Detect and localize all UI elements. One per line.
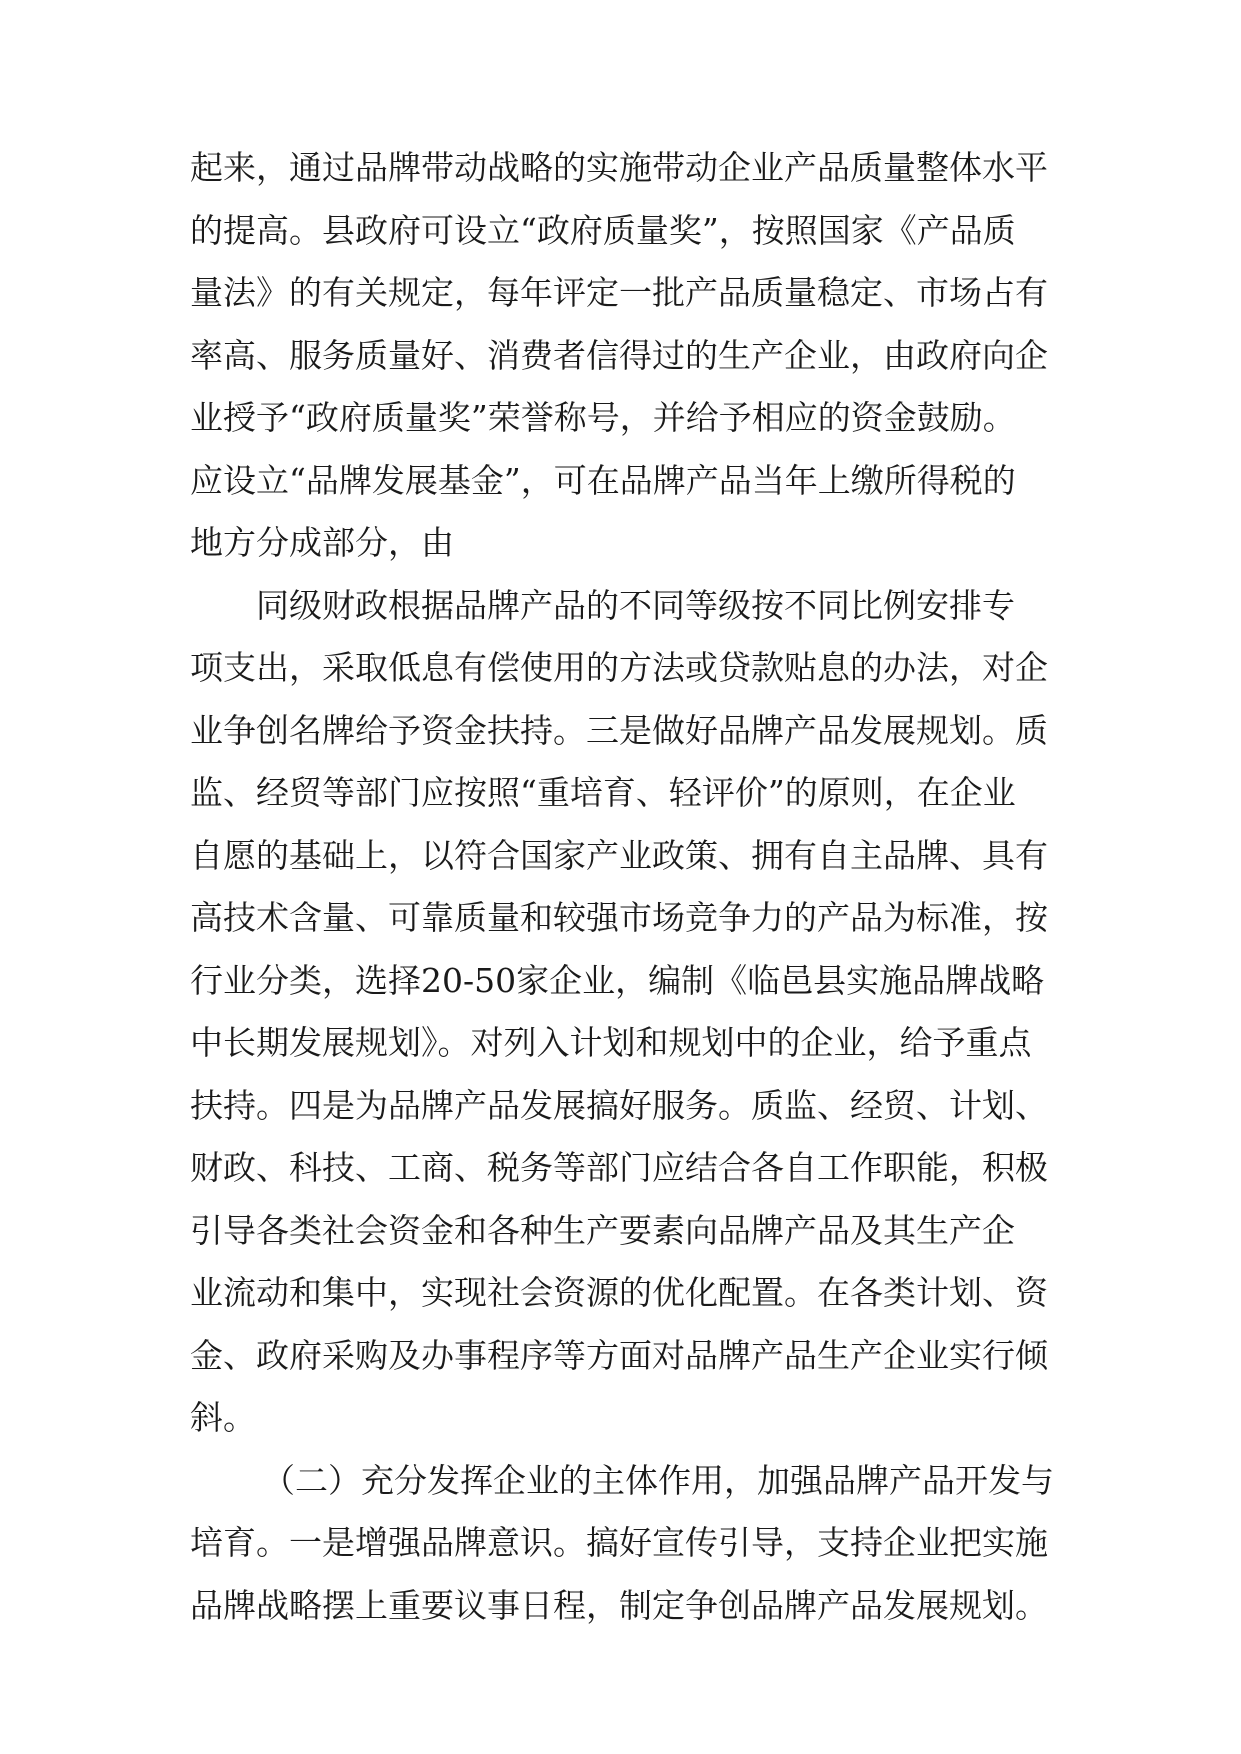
- text-line: 自愿的基础上，以符合国家产业政策、拥有自主品牌、具有: [190, 836, 1048, 875]
- text-line: 品牌战略摆上重要议事日程，制定争创品牌产品发展规划。: [190, 1586, 1048, 1625]
- text-line: 斜。: [190, 1398, 256, 1437]
- text-line: 率高、服务质量好、消费者信得过的生产企业，由政府向企: [190, 336, 1048, 375]
- text-line: 应设立“品牌发展基金”，可在品牌产品当年上缴所得税的: [190, 461, 1016, 500]
- text-line: 财政、科技、工商、税务等部门应结合各自工作职能，积极: [190, 1148, 1048, 1187]
- text-line: 监、经贸等部门应按照“重培育、轻评价”的原则，在企业: [190, 773, 1016, 812]
- text-line: 业授予“政府质量奖”荣誉称号，并给予相应的资金鼓励。: [190, 398, 1016, 437]
- text-line: 同级财政根据品牌产品的不同等级按不同比例安排专: [256, 586, 1015, 625]
- text-line: 行业分类，选择20-50家企业，编制《临邑县实施品牌战略: [190, 961, 1045, 1000]
- text-line: 业流动和集中，实现社会资源的优化配置。在各类计划、资: [190, 1273, 1048, 1312]
- text-line: 金、政府采购及办事程序等方面对品牌产品生产企业实行倾: [190, 1336, 1048, 1375]
- text-line: 中长期发展规划》。对列入计划和规划中的企业，给予重点: [190, 1023, 1032, 1062]
- text-line: 扶持。四是为品牌产品发展搞好服务。质监、经贸、计划、: [190, 1086, 1048, 1125]
- text-line: 培育。一是增强品牌意识。搞好宣传引导，支持企业把实施: [190, 1523, 1048, 1562]
- text-line: 项支出，采取低息有偿使用的方法或贷款贴息的办法，对企: [190, 648, 1048, 687]
- text-line: 量法》的有关规定，每年评定一批产品质量稳定、市场占有: [190, 273, 1048, 312]
- text-line: 的提高。县政府可设立“政府质量奖”，按照国家《产品质: [190, 211, 1016, 250]
- text-line: （二）充分发挥企业的主体作用，加强品牌产品开发与: [262, 1461, 1054, 1500]
- text-line: 高技术含量、可靠质量和较强市场竞争力的产品为标准，按: [190, 898, 1048, 937]
- text-line: 业争创名牌给予资金扶持。三是做好品牌产品发展规划。质: [190, 711, 1048, 750]
- text-line: 起来，通过品牌带动战略的实施带动企业产品质量整体水平: [190, 148, 1048, 187]
- text-line: 引导各类社会资金和各种生产要素向品牌产品及其生产企: [190, 1211, 1015, 1250]
- text-line: 地方分成部分，由: [190, 523, 454, 562]
